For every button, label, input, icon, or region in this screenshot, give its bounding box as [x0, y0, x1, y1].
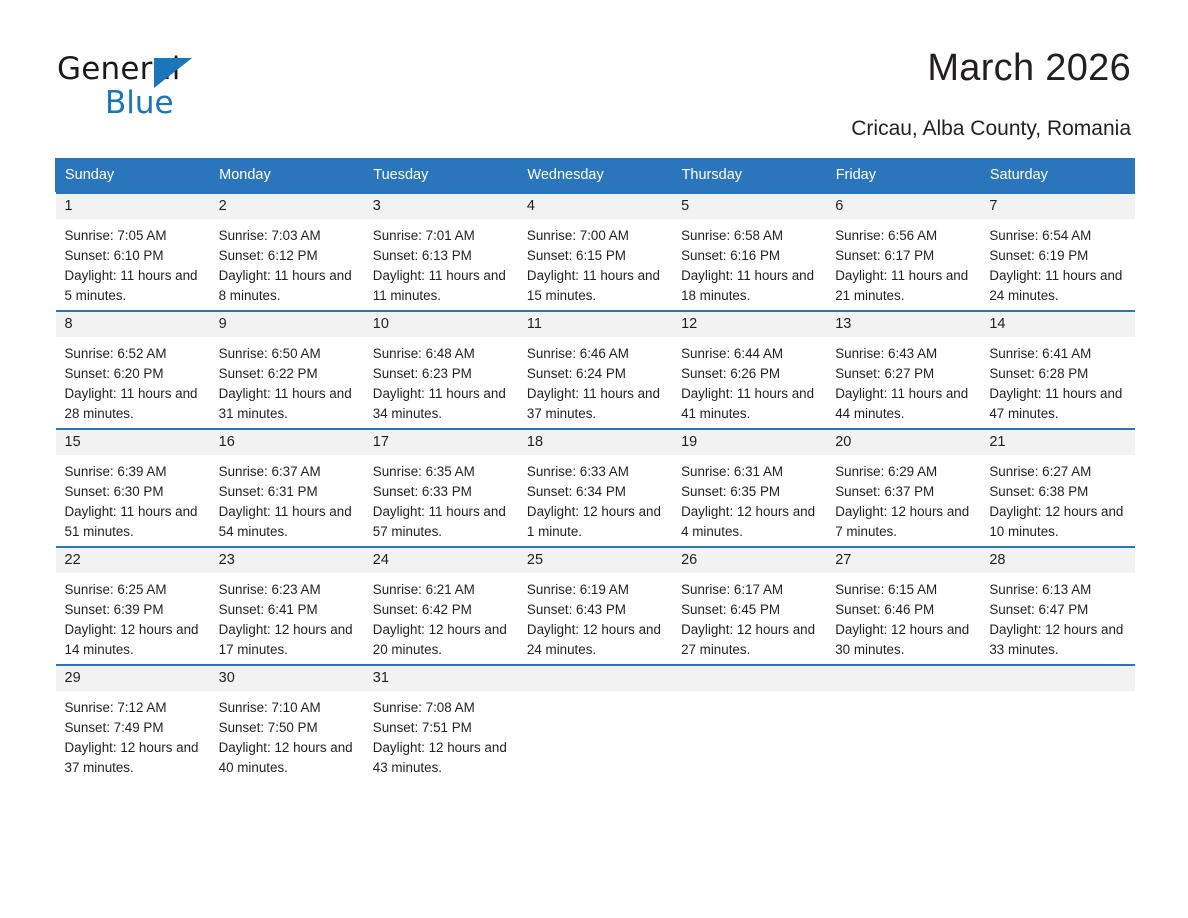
daylight-text: Daylight: 12 hours and 1 minute.: [526, 504, 661, 539]
day-info: [56, 691, 210, 778]
sunrise-text: Sunrise: 6:43 AM: [835, 346, 938, 361]
day-number: 12: [672, 312, 826, 337]
day-number: 18: [518, 430, 672, 455]
day-number: 31: [364, 666, 518, 691]
day-info: [56, 455, 210, 542]
day-info: [210, 573, 364, 660]
day-number: 7: [980, 194, 1134, 219]
day-number: 17: [364, 430, 518, 455]
sunrise-text: Sunrise: 7:12 AM: [64, 700, 167, 715]
day-cell[interactable]: [56, 192, 210, 311]
day-number: 24: [364, 548, 518, 573]
day-cell[interactable]: [364, 546, 518, 664]
weekday-header-row: [56, 159, 1135, 192]
daylight-text: Daylight: 12 hours and 33 minutes.: [989, 622, 1124, 657]
day-number: [980, 666, 1134, 691]
sunrise-text: Sunrise: 6:54 AM: [989, 228, 1092, 243]
daylight-text: Daylight: 11 hours and 18 minutes.: [681, 268, 815, 303]
day-cell[interactable]: [210, 192, 364, 311]
daylight-text: Daylight: 12 hours and 40 minutes.: [218, 740, 353, 775]
day-number: 27: [826, 548, 980, 573]
day-cell[interactable]: [980, 428, 1134, 546]
daylight-text: Daylight: 11 hours and 47 minutes.: [989, 386, 1123, 421]
sunrise-text: Sunrise: 7:01 AM: [372, 228, 475, 243]
day-cell-empty: [826, 664, 980, 782]
daylight-text: Daylight: 11 hours and 31 minutes.: [218, 386, 352, 421]
day-cell[interactable]: [364, 664, 518, 782]
day-number: 9: [210, 312, 364, 337]
day-info: [672, 455, 826, 542]
day-info: [56, 573, 210, 660]
calendar-week-row: [56, 546, 1135, 664]
day-number: 2: [210, 194, 364, 219]
sunset-text: Sunset: 6:42 PM: [372, 602, 472, 617]
daylight-text: Daylight: 12 hours and 7 minutes.: [835, 504, 970, 539]
sunrise-text: Sunrise: 6:48 AM: [372, 346, 475, 361]
day-info: [364, 573, 518, 660]
weekday-header-friday: Friday: [826, 159, 980, 192]
sunrise-text: Sunrise: 6:33 AM: [526, 464, 629, 479]
sunset-text: Sunset: 6:27 PM: [835, 366, 935, 381]
daylight-text: Daylight: 12 hours and 4 minutes.: [681, 504, 816, 539]
day-cell[interactable]: [518, 192, 672, 311]
day-info: [518, 455, 672, 542]
day-info: [210, 219, 364, 306]
day-info: [672, 573, 826, 660]
daylight-text: Daylight: 12 hours and 43 minutes.: [372, 740, 507, 775]
day-info: [826, 337, 980, 424]
sunrise-text: Sunrise: 6:15 AM: [835, 582, 938, 597]
day-cell[interactable]: [826, 546, 980, 664]
day-cell[interactable]: [210, 310, 364, 428]
sunset-text: Sunset: 6:33 PM: [372, 484, 472, 499]
day-number: 23: [210, 548, 364, 573]
brand-logo[interactable]: [57, 52, 307, 122]
sunrise-text: Sunrise: 6:27 AM: [989, 464, 1092, 479]
daylight-text: Daylight: 11 hours and 34 minutes.: [372, 386, 506, 421]
sunset-text: Sunset: 6:23 PM: [372, 366, 472, 381]
sunset-text: Sunset: 6:39 PM: [64, 602, 164, 617]
sunrise-text: Sunrise: 6:25 AM: [64, 582, 167, 597]
day-number: 6: [826, 194, 980, 219]
day-cell[interactable]: [56, 546, 210, 664]
weekday-header-monday: Monday: [210, 159, 364, 192]
day-cell[interactable]: [518, 310, 672, 428]
day-cell[interactable]: [672, 428, 826, 546]
sunset-text: Sunset: 6:38 PM: [989, 484, 1089, 499]
sunrise-text: Sunrise: 6:19 AM: [526, 582, 629, 597]
day-info: [56, 219, 210, 306]
brand-name-general: General: [57, 51, 181, 87]
sunrise-text: Sunrise: 6:44 AM: [681, 346, 784, 361]
sunset-text: Sunset: 6:10 PM: [64, 248, 164, 263]
calendar-week-row: [56, 310, 1135, 428]
day-number: 15: [56, 430, 210, 455]
sunset-text: Sunset: 6:26 PM: [681, 366, 781, 381]
day-number: 29: [56, 666, 210, 691]
day-cell[interactable]: [210, 546, 364, 664]
weekday-header-wednesday: Wednesday: [518, 159, 672, 192]
day-info: [672, 337, 826, 424]
day-cell[interactable]: [210, 428, 364, 546]
day-number: 5: [672, 194, 826, 219]
daylight-text: Daylight: 11 hours and 51 minutes.: [64, 504, 198, 539]
sunset-text: Sunset: 6:13 PM: [372, 248, 472, 263]
day-cell[interactable]: [826, 310, 980, 428]
sunrise-text: Sunrise: 6:31 AM: [681, 464, 784, 479]
sunrise-text: Sunrise: 6:41 AM: [989, 346, 1092, 361]
daylight-text: Daylight: 11 hours and 11 minutes.: [372, 268, 506, 303]
day-number: 1: [56, 194, 210, 219]
day-cell-empty: [518, 664, 672, 782]
day-info: [826, 573, 980, 660]
sunrise-text: Sunrise: 6:50 AM: [218, 346, 321, 361]
sunrise-text: Sunrise: 6:52 AM: [64, 346, 167, 361]
day-info: [364, 691, 518, 778]
sunrise-text: Sunrise: 6:37 AM: [218, 464, 321, 479]
sunrise-text: Sunrise: 7:08 AM: [372, 700, 475, 715]
weekday-header-tuesday: Tuesday: [364, 159, 518, 192]
daylight-text: Daylight: 11 hours and 24 minutes.: [989, 268, 1123, 303]
sunset-text: Sunset: 6:30 PM: [64, 484, 164, 499]
weekday-header-sunday: Sunday: [56, 159, 210, 192]
day-number: 30: [210, 666, 364, 691]
sunset-text: Sunset: 6:35 PM: [681, 484, 781, 499]
sunset-text: Sunset: 6:22 PM: [218, 366, 318, 381]
sunset-text: Sunset: 6:19 PM: [989, 248, 1089, 263]
brand-name-blue: Blue: [105, 85, 174, 121]
sunrise-text: Sunrise: 6:13 AM: [989, 582, 1092, 597]
triangle-icon: [154, 58, 192, 88]
day-number: 8: [56, 312, 210, 337]
sunset-text: Sunset: 6:31 PM: [218, 484, 318, 499]
sunset-text: Sunset: 6:43 PM: [526, 602, 626, 617]
sunset-text: Sunset: 6:46 PM: [835, 602, 935, 617]
day-info: [826, 455, 980, 542]
day-number: 10: [364, 312, 518, 337]
day-info: [980, 337, 1134, 424]
day-info: [364, 219, 518, 306]
day-info: [980, 219, 1134, 306]
day-info: [210, 691, 364, 778]
day-number: 14: [980, 312, 1134, 337]
day-cell[interactable]: [210, 664, 364, 782]
sunrise-text: Sunrise: 6:58 AM: [681, 228, 784, 243]
day-number: [518, 666, 672, 691]
day-number: 16: [210, 430, 364, 455]
day-info: [518, 219, 672, 306]
daylight-text: Daylight: 11 hours and 28 minutes.: [64, 386, 198, 421]
day-number: 28: [980, 548, 1134, 573]
daylight-text: Daylight: 12 hours and 30 minutes.: [835, 622, 970, 657]
day-number: 19: [672, 430, 826, 455]
day-number: 20: [826, 430, 980, 455]
sunset-text: Sunset: 7:51 PM: [372, 720, 472, 735]
sunset-text: Sunset: 6:15 PM: [526, 248, 626, 263]
day-cell[interactable]: [672, 546, 826, 664]
sunset-text: Sunset: 7:50 PM: [218, 720, 318, 735]
day-info: [518, 573, 672, 660]
day-info: [210, 455, 364, 542]
day-info: [364, 337, 518, 424]
day-cell-empty: [672, 664, 826, 782]
daylight-text: Daylight: 12 hours and 20 minutes.: [372, 622, 507, 657]
sunset-text: Sunset: 6:47 PM: [989, 602, 1089, 617]
day-number: [826, 666, 980, 691]
daylight-text: Daylight: 11 hours and 57 minutes.: [372, 504, 506, 539]
page-location: Cricau, Alba County, Romania: [851, 117, 1131, 140]
daylight-text: Daylight: 11 hours and 8 minutes.: [218, 268, 352, 303]
day-cell[interactable]: [826, 192, 980, 311]
day-cell[interactable]: [364, 310, 518, 428]
day-cell[interactable]: [980, 546, 1134, 664]
sunrise-text: Sunrise: 6:46 AM: [526, 346, 629, 361]
sunrise-text: Sunrise: 7:05 AM: [64, 228, 167, 243]
daylight-text: Daylight: 12 hours and 24 minutes.: [526, 622, 661, 657]
sun-times-calendar: [55, 158, 1135, 782]
sunset-text: Sunset: 6:12 PM: [218, 248, 318, 263]
sunrise-text: Sunrise: 6:21 AM: [372, 582, 475, 597]
day-cell[interactable]: [980, 192, 1134, 311]
weekday-header-saturday: Saturday: [980, 159, 1134, 192]
daylight-text: Daylight: 12 hours and 37 minutes.: [64, 740, 199, 775]
daylight-text: Daylight: 11 hours and 37 minutes.: [526, 386, 660, 421]
sunset-text: Sunset: 6:17 PM: [835, 248, 935, 263]
day-info: [56, 337, 210, 424]
weekday-header-thursday: Thursday: [672, 159, 826, 192]
page-header: [0, 0, 1188, 150]
sunrise-text: Sunrise: 6:56 AM: [835, 228, 938, 243]
day-info: [980, 573, 1134, 660]
day-info: [672, 219, 826, 306]
daylight-text: Daylight: 11 hours and 15 minutes.: [526, 268, 660, 303]
sunrise-text: Sunrise: 6:39 AM: [64, 464, 167, 479]
sunset-text: Sunset: 6:24 PM: [526, 366, 626, 381]
day-info: [210, 337, 364, 424]
sunset-text: Sunset: 7:49 PM: [64, 720, 164, 735]
sunrise-text: Sunrise: 7:00 AM: [526, 228, 629, 243]
day-info: [364, 455, 518, 542]
day-info: [980, 455, 1134, 542]
day-number: 11: [518, 312, 672, 337]
sunrise-text: Sunrise: 6:35 AM: [372, 464, 475, 479]
sunrise-text: Sunrise: 6:23 AM: [218, 582, 321, 597]
page-title: March 2026: [927, 47, 1131, 89]
day-cell[interactable]: [826, 428, 980, 546]
day-cell[interactable]: [56, 428, 210, 546]
sunrise-text: Sunrise: 7:03 AM: [218, 228, 321, 243]
daylight-text: Daylight: 12 hours and 10 minutes.: [989, 504, 1124, 539]
sunset-text: Sunset: 6:20 PM: [64, 366, 164, 381]
day-cell[interactable]: [56, 664, 210, 782]
day-cell[interactable]: [518, 546, 672, 664]
sunset-text: Sunset: 6:45 PM: [681, 602, 781, 617]
daylight-text: Daylight: 11 hours and 41 minutes.: [681, 386, 815, 421]
day-cell[interactable]: [56, 310, 210, 428]
sunset-text: Sunset: 6:37 PM: [835, 484, 935, 499]
sunrise-text: Sunrise: 7:10 AM: [218, 700, 321, 715]
day-info: [518, 337, 672, 424]
day-number: 26: [672, 548, 826, 573]
day-cell[interactable]: [672, 192, 826, 311]
day-cell[interactable]: [980, 310, 1134, 428]
daylight-text: Daylight: 11 hours and 21 minutes.: [835, 268, 969, 303]
daylight-text: Daylight: 11 hours and 54 minutes.: [218, 504, 352, 539]
calendar-week-row: [56, 192, 1135, 311]
calendar-week-row: [56, 664, 1135, 782]
daylight-text: Daylight: 12 hours and 14 minutes.: [64, 622, 199, 657]
day-cell-empty: [980, 664, 1134, 782]
sunrise-text: Sunrise: 6:29 AM: [835, 464, 938, 479]
day-info: [826, 219, 980, 306]
day-number: 25: [518, 548, 672, 573]
sunset-text: Sunset: 6:16 PM: [681, 248, 781, 263]
day-number: 3: [364, 194, 518, 219]
daylight-text: Daylight: 11 hours and 44 minutes.: [835, 386, 969, 421]
sunset-text: Sunset: 6:28 PM: [989, 366, 1089, 381]
day-number: 4: [518, 194, 672, 219]
day-number: 13: [826, 312, 980, 337]
daylight-text: Daylight: 12 hours and 17 minutes.: [218, 622, 353, 657]
day-cell[interactable]: [518, 428, 672, 546]
day-cell[interactable]: [364, 192, 518, 311]
day-number: 22: [56, 548, 210, 573]
sunrise-text: Sunrise: 6:17 AM: [681, 582, 784, 597]
sunset-text: Sunset: 6:41 PM: [218, 602, 318, 617]
daylight-text: Daylight: 12 hours and 27 minutes.: [681, 622, 816, 657]
day-number: [672, 666, 826, 691]
day-cell[interactable]: [364, 428, 518, 546]
daylight-text: Daylight: 11 hours and 5 minutes.: [64, 268, 198, 303]
day-number: 21: [980, 430, 1134, 455]
day-cell[interactable]: [672, 310, 826, 428]
calendar-week-row: [56, 428, 1135, 546]
sunset-text: Sunset: 6:34 PM: [526, 484, 626, 499]
